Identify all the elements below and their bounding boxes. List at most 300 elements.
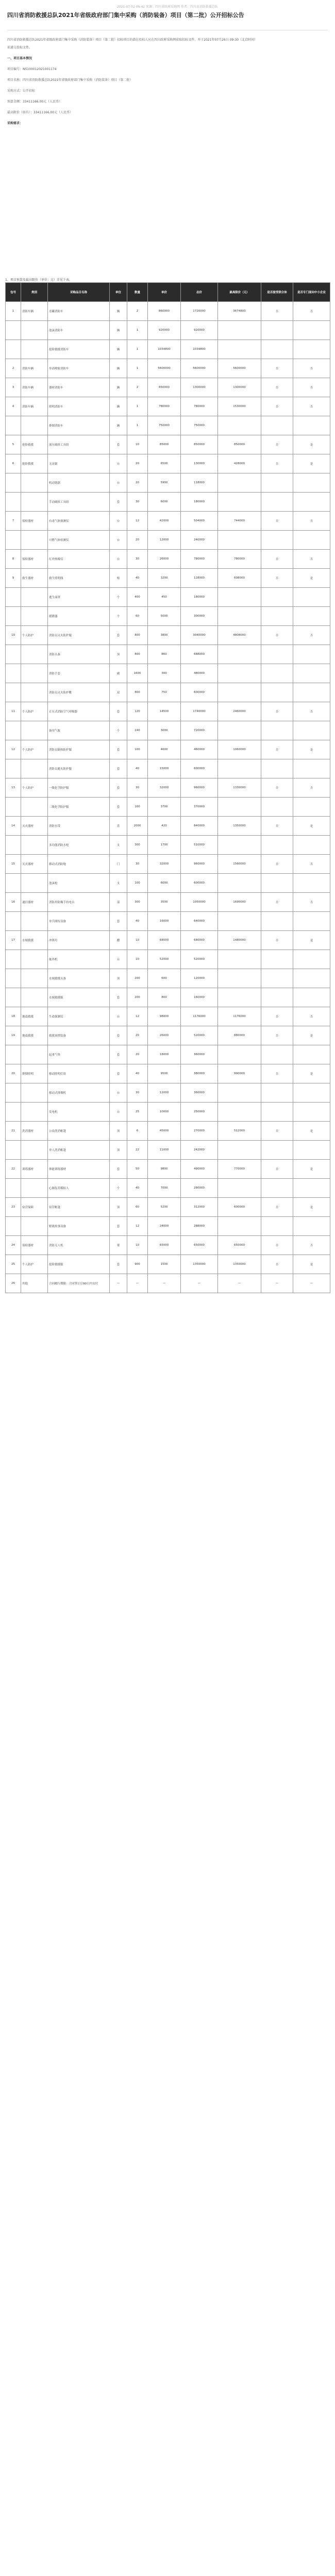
cell-pkg: 7 [6,512,21,531]
cell-sme: 是 [293,454,330,473]
cell-total: 520000 [181,1026,218,1045]
cell-total: 360000 [181,1045,218,1064]
cell-pkg [6,1141,21,1160]
cell-qty: 200 [127,969,148,988]
cell-sme [293,912,330,931]
cell-pkg: 25 [6,1255,21,1274]
cell-total: 510000 [181,836,218,855]
table-row [6,1141,330,1160]
cell-price: 860 [148,645,181,664]
cell-cat [21,340,48,359]
cell-qty: 1 [127,397,148,416]
cell-total: 312000 [181,1198,218,1217]
cell-sme [293,416,330,435]
cell-sme: 是 [293,740,330,759]
table-notice: 1、项目预算及最高限价（单位：元）详见下表。 [5,278,72,282]
cell-name: 红外热像仪 [48,550,110,569]
cell-pkg [6,912,21,931]
cell-joint: 否 [261,435,293,454]
cell-name: 消防手套 [48,664,110,683]
cell-price: 780000 [148,397,181,416]
cell-sme [293,1217,330,1236]
cell-joint [261,607,293,626]
cell-sme: 是 [293,1026,330,1045]
cell-limit [218,416,261,435]
cell-sme [293,874,330,893]
cell-pkg [6,1083,21,1103]
cell-limit [218,1103,261,1122]
cell-name: 消防员灭火防护靴 [48,683,110,702]
cell-pkg: 3 [6,378,21,397]
cell-pkg: 26 [6,1274,21,1293]
cell-price: 6000 [148,493,181,512]
cell-sme: 否 [293,778,330,798]
table-header-cell: 数量 [127,283,148,302]
cell-sme [293,988,330,1007]
cell-sme: 是 [293,1255,330,1274]
cell-name: 救生照明线 [48,569,110,588]
cell-sme [293,588,330,607]
table-header-cell: 采购品目名称 [48,283,110,302]
cell-pkg: 6 [6,454,21,473]
cell-limit: 1690000 [218,893,261,912]
cell-total: 780000 [181,397,218,416]
cell-name: 多功能消防水枪 [48,836,110,855]
cell-limit: 1560000 [218,855,261,874]
cell-total: 250000 [181,1103,218,1122]
cell-total: 180000 [181,588,218,607]
cell-cat [21,969,48,988]
cell-unit: 台 [110,454,127,473]
cell-price: 32000 [148,778,181,798]
article-meta: 2021-07-02 09:42 来源：四川省政府采购网 作者：四川省消防救援总队 [117,5,218,9]
table-row [6,1236,330,1255]
table-row [6,321,330,340]
cell-cat: 抢险救援 [21,454,48,473]
cell-cat: 侦检器材 [21,1236,48,1255]
cell-unit: 辆 [110,378,127,397]
table-header-cell: 是否专门面向中小企业 [293,283,330,302]
cell-limit [218,531,261,550]
cell-joint [261,798,293,817]
cell-cat [21,721,48,740]
cell-joint: 否 [261,1236,293,1255]
cell-unit: 个 [110,607,127,626]
table-row [6,1217,330,1236]
cell-name: 逃生面罩 [48,588,110,607]
cell-pkg [6,683,21,702]
cell-pkg: 5 [6,435,21,454]
cell-price: 52000 [148,950,181,969]
cell-cat: 水域救援 [21,931,48,950]
cell-unit: 套 [110,435,127,454]
table-header-row [6,283,330,302]
table-row [6,740,330,759]
cell-joint: 否 [261,1160,293,1179]
table-header-cell: 最高限价（元） [218,283,261,302]
cell-total: 600000 [181,683,218,702]
cell-price: 6000 [148,874,181,893]
cell-price: 1700 [148,836,181,855]
cell-qty: 200 [127,988,148,1007]
cell-total: 240000 [181,531,218,550]
table-row [6,893,330,912]
cell-name: 抢险救援消防车 [48,340,110,359]
cell-total: 780000 [181,550,218,569]
cell-unit: 套 [110,1255,127,1274]
cell-sme: 是 [293,435,330,454]
cell-pkg [6,950,21,969]
cell-name: 正压式消防空气呼吸器 [48,702,110,721]
cell-qty: 50 [127,1160,148,1179]
cell-qty: 12 [127,1217,148,1236]
cell-unit: 门 [110,855,127,874]
cell-unit: 顶 [110,969,127,988]
cell-total: 920000 [181,321,218,340]
cell-unit: 个 [110,1179,127,1198]
cell-name: 移动式消防炮 [48,855,110,874]
cell-unit: 套 [110,1064,127,1083]
cell-name: 野战炊事设备 [48,1217,110,1236]
cell-limit: 5600000 [218,359,261,378]
table-row [6,359,330,378]
cell-pkg: 19 [6,1026,21,1045]
cell-unit: 套 [110,493,127,512]
announcement-body [7,36,258,130]
cell-qty: 900 [127,1255,148,1274]
table-row [6,626,330,645]
cell-joint: 否 [261,1255,293,1274]
cell-pkg: 15 [6,855,21,874]
cell-joint [261,588,293,607]
cell-pkg [6,493,21,512]
section-heading: 一、项目基本情况 [7,57,32,60]
cell-unit: 台 [110,1007,127,1026]
cell-qty: 10 [127,435,148,454]
cell-name: 水域救援头盔 [48,969,110,988]
cell-name: 消防员隔热防护服 [48,740,110,759]
cell-limit [218,1141,261,1160]
cell-total: 960000 [181,855,218,874]
cell-limit [218,321,261,340]
cell-cat [21,664,48,683]
cell-price: 24000 [148,1217,181,1236]
cell-price: 98000 [148,1007,181,1026]
cell-qty: 1 [127,321,148,340]
table-row [6,588,330,607]
cell-cat [21,874,48,893]
cell-price: 45000 [148,1122,181,1141]
cell-cat: 个人防护 [21,1255,48,1274]
table-row [6,473,330,493]
cell-limit [218,493,261,512]
cell-name: 消防用防爆手持电台 [48,893,110,912]
cell-total: 1050000 [181,893,218,912]
cell-qty: 1 [127,340,148,359]
cell-unit: 辆 [110,340,127,359]
cell-price: 42000 [148,512,181,531]
cell-name: 液压破拆工具组 [48,435,110,454]
cell-sme [293,759,330,778]
cell-unit: 个 [110,588,127,607]
cell-sme [293,798,330,817]
cell-qty: 20 [127,1026,148,1045]
cell-qty: 300 [127,836,148,855]
cell-sme [293,664,330,683]
cell-total: 130000 [181,454,218,473]
cell-price: 5600000 [148,359,181,378]
cell-joint: 否 [261,817,293,836]
cell-limit [218,836,261,855]
cell-limit [218,1083,261,1103]
cell-joint: 否 [261,626,293,645]
cell-total: 270000 [181,1122,218,1141]
cell-limit: 880000 [218,1026,261,1045]
cell-cat [21,836,48,855]
cell-pkg [6,607,21,626]
cell-qty: 60 [127,607,148,626]
cell-pkg [6,1103,21,1122]
cell-qty: 10 [127,931,148,950]
table-header-cell: 类别 [21,283,48,302]
cell-price: 9800 [148,1160,181,1179]
cell-pkg [6,759,21,778]
cell-sme: 是 [293,931,330,950]
cell-qty: 2 [127,378,148,397]
cell-limit: 1350000 [218,1255,261,1274]
cell-unit: 个 [110,721,127,740]
cell-limit [218,950,261,969]
cell-sme [293,1103,330,1122]
cell-name: 消防员避火防护服 [48,759,110,778]
procurement-table [5,282,330,1293]
cell-joint [261,1083,293,1103]
cell-limit: 1480000 [218,931,261,950]
cell-total: 128000 [181,569,218,588]
table-row [6,435,330,454]
cell-total: 1034800 [181,340,218,359]
cell-name: 二级化学防护服 [48,798,110,817]
cell-name: 消防头盔 [48,645,110,664]
cell-qty: 1 [127,359,148,378]
cell-name: 宿营帐篷 [48,1198,110,1217]
cell-limit [218,988,261,1007]
cell-name: 一级化学防护服 [48,778,110,798]
cell-joint: 否 [261,302,293,321]
cell-price: 26000 [148,550,181,569]
cell-price: 650000 [148,378,181,397]
cell-unit: 盘 [110,817,127,836]
cell-limit [218,969,261,988]
cell-pkg [6,1045,21,1064]
cell-sme: 否 [293,626,330,645]
cell-total: 600000 [181,759,218,778]
cell-limit [218,759,261,778]
cell-name: 生命探测仪 [48,1007,110,1026]
cell-price: 3500 [148,893,181,912]
table-row [6,855,330,874]
cell-joint: 否 [261,512,293,531]
cell-qty: 800 [127,626,148,645]
cell-total: 504000 [181,512,218,531]
cell-cat [21,531,48,550]
cell-price: 1500 [148,1255,181,1274]
cell-total: 380000 [181,1064,218,1083]
cell-price: 600 [148,969,181,988]
cell-limit [218,1045,261,1064]
cell-total: 280000 [181,1179,218,1198]
cell-limit [218,912,261,931]
table-row [6,512,330,531]
cell-total: 720000 [181,721,218,740]
cell-cat: 个人防护 [21,702,48,721]
cell-price: 3700 [148,798,181,817]
cell-cat [21,1083,48,1103]
cell-unit: 套 [110,702,127,721]
cell-unit: 架 [110,1236,127,1255]
cell-limit: — [218,1274,261,1293]
cell-limit [218,1179,261,1198]
cell-unit: 套 [110,798,127,817]
cell-name: 冲锋舟 [48,931,110,950]
cell-name: 合同履行期限：合同签订后90日内交付 [48,1274,110,1293]
cell-unit: 顶 [110,1122,127,1141]
table-row [6,912,330,931]
cell-total: 300000 [181,607,218,626]
cell-pkg: 18 [6,1007,21,1026]
cell-unit: 顶 [110,645,127,664]
cell-qty: 6 [127,1122,148,1141]
cell-unit: 辆 [110,397,127,416]
cell-sme: 否 [293,359,330,378]
cell-qty: 20 [127,531,148,550]
table-row [6,683,330,702]
cell-sme [293,473,330,493]
cell-qty: 40 [127,759,148,778]
cell-sme [293,321,330,340]
cell-pkg: 11 [6,702,21,721]
table-row [6,1198,330,1217]
cell-qty: 40 [127,569,148,588]
cell-limit [218,588,261,607]
cell-sme [293,969,330,988]
cell-total: 1176000 [181,1007,218,1026]
cell-limit: 990000 [218,1064,261,1083]
cell-total: 288000 [181,1217,218,1236]
cell-cat [21,683,48,702]
cell-pkg [6,1217,21,1236]
cell-cat: 救生器材 [21,569,48,588]
cell-limit [218,798,261,817]
cell-total: 650000 [181,1236,218,1255]
cell-joint [261,664,293,683]
cell-joint [261,531,293,550]
table-row [6,836,330,855]
cell-total: 3040000 [181,626,218,645]
cell-sme: 否 [293,302,330,321]
table-row [6,778,330,798]
table-row [6,531,330,550]
cell-total: 1740000 [181,702,218,721]
cell-sme [293,721,330,740]
cell-joint [261,683,293,702]
cell-unit: 套 [110,1045,127,1064]
cell-cat: 灭火器材 [21,855,48,874]
cell-qty: 2000 [127,817,148,836]
cell-name: 抢险救援服 [48,1255,110,1274]
cell-cat [21,912,48,931]
cell-price: 860000 [148,302,181,321]
table-row [6,1007,330,1026]
cell-limit [218,340,261,359]
cell-pkg [6,874,21,893]
cell-total: 1300000 [181,378,218,397]
cell-price: 800 [148,988,181,1007]
cell-joint: 否 [261,1007,293,1026]
cell-total: 490000 [181,1160,218,1179]
cell-price: 3200 [148,569,181,588]
cell-joint [261,912,293,931]
cell-joint: — [261,1274,293,1293]
cell-qty: 12 [127,512,148,531]
cell-cat [21,1179,48,1198]
cell-sme [293,531,330,550]
cell-sme: 否 [293,378,330,397]
cell-price: 68000 [148,931,181,950]
cell-unit: 套 [110,740,127,759]
cell-price: 12000 [148,531,181,550]
cell-unit: 台 [110,473,127,493]
cell-name: 手动破拆工具组 [48,493,110,512]
cell-cat [21,1217,48,1236]
table-row [6,1274,330,1293]
body-paragraph: 最高限价（如有）：33411166.00元（人民币） [7,111,73,114]
cell-name: 缓降器 [48,607,110,626]
cell-joint [261,340,293,359]
cell-total: 120000 [181,969,218,988]
cell-limit [218,664,261,683]
cell-limit [218,874,261,893]
cell-limit: 428000 [218,454,261,473]
cell-pkg: 17 [6,931,21,950]
table-row [6,454,330,473]
cell-price: 9500 [148,1064,181,1083]
cell-sme [293,493,330,512]
cell-qty: 30 [127,1083,148,1103]
cell-joint [261,988,293,1007]
cell-limit [218,607,261,626]
cell-price: 14500 [148,702,181,721]
cell-qty: 20 [127,454,148,473]
cell-sme: — [293,1274,330,1293]
cell-cat: 个人防护 [21,626,48,645]
cell-limit: 770000 [218,1160,261,1179]
cell-price: 5900 [148,473,181,493]
cell-cat [21,416,48,435]
cell-joint [261,1103,293,1122]
cell-pkg [6,340,21,359]
table-row [6,607,330,626]
table-row [6,874,330,893]
cell-name: 移动式排烟机 [48,1083,110,1103]
cell-limit: 600000 [218,1198,261,1217]
cell-cat: 宿营保障 [21,1198,48,1217]
cell-sme: 是 [293,1064,330,1083]
cell-price: 32000 [148,855,181,874]
cell-sme: 是 [293,569,330,588]
cell-unit: 套 [110,1217,127,1236]
cell-joint: 否 [261,778,293,798]
